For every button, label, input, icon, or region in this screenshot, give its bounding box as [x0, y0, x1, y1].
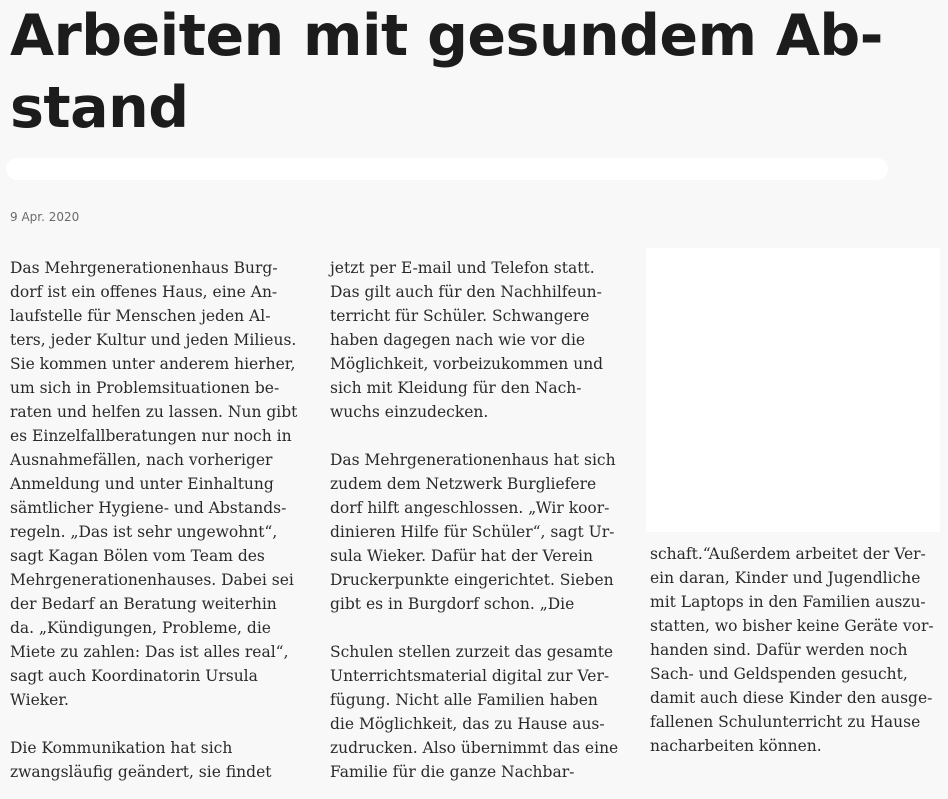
body-text-line: zudem dem Netzwerk Burgliefere [330, 475, 597, 493]
body-text-line: jetzt per E-mail und Telefon statt. [330, 259, 595, 277]
body-text-line: Wieker. [10, 691, 69, 709]
paragraph-gap [330, 424, 618, 448]
body-text-line: fallenen Schulunterricht zu Hause [650, 713, 921, 731]
body-text-line: laufstelle für Menschen jeden Al- [10, 307, 271, 325]
body-text-line: sagt Kagan Bölen vom Team des [10, 547, 265, 565]
body-text-line: da. „Kündigungen, Probleme, die [10, 619, 271, 637]
body-text-line: Möglichkeit, vorbeizukommen und [330, 355, 604, 373]
body-text-line: dinieren Hilfe für Schüler“, sagt Ur- [330, 523, 615, 541]
body-text-line: Die Kommunikation hat sich [10, 739, 233, 757]
article-column-2 [330, 256, 618, 784]
headline-line: Arbeiten mit gesundem Ab- [10, 3, 883, 69]
body-text-line: dorf ist ein offenes Haus, eine An- [10, 283, 278, 301]
body-text-line: handen sind. Dafür werden noch [650, 641, 908, 659]
body-text-line: Mehrgenerationenhauses. Dabei sei [10, 571, 294, 589]
body-text-line: ters, jeder Kultur und jeden Milieus. [10, 331, 297, 349]
article-column-3 [650, 542, 934, 758]
body-text-line: zudrucken. Also übernimmt das eine [330, 739, 619, 757]
body-text-line: es Einzelfallberatungen nur noch in [10, 427, 292, 445]
body-text-line: haben dagegen nach wie vor die [330, 331, 586, 349]
body-text-line: Das Mehrgenerationenhaus hat sich [330, 451, 616, 469]
body-text-line: Miete zu zahlen: Das ist alles real“, [10, 643, 289, 661]
body-text-line: wuchs einzudecken. [330, 403, 489, 421]
body-text-line: dorf hilft angeschlossen. „Wir koor- [330, 499, 610, 517]
body-text-line: der Bedarf an Beratung weiterhin [10, 595, 277, 613]
article-image-placeholder [646, 248, 940, 532]
body-text-line: Druckerpunkte eingerichtet. Sieben [330, 571, 614, 589]
body-text-line: um sich in Problemsituationen be- [10, 379, 280, 397]
body-text-line: gibt es in Burgdorf schon. „Die [330, 595, 575, 613]
body-text-line: Ausnahmefällen, nach vorheriger [10, 451, 273, 469]
paragraph-gap [10, 712, 297, 736]
header-divider-band [6, 158, 888, 180]
article-headline [10, 0, 910, 144]
body-text-line: regeln. „Das ist sehr ungewohnt“, [10, 523, 278, 541]
body-text-line: Familie für die ganze Nachbar- [330, 763, 575, 781]
body-text-line: Sach- und Geldspenden gesucht, [650, 665, 908, 683]
body-text-line: Unterrichtsmaterial digital zur Ver- [330, 667, 610, 685]
article-column-1 [10, 256, 297, 784]
body-text-line: nacharbeiten können. [650, 737, 822, 755]
body-text-line: sich mit Kleidung für den Nach- [330, 379, 582, 397]
body-text-line: Schulen stellen zurzeit das gesamte [330, 643, 614, 661]
body-text-line: sula Wieker. Dafür hat der Verein [330, 547, 593, 565]
body-text-line: raten und helfen zu lassen. Nun gibt [10, 403, 298, 421]
body-text-line: Sie kommen unter anderem hierher, [10, 355, 296, 373]
body-text-line: schaft.“Außerdem arbeitet der Ver- [650, 545, 926, 563]
body-text-line: ein daran, Kinder und Jugendliche [650, 569, 921, 587]
body-text-line: damit auch diese Kinder den ausge- [650, 689, 933, 707]
body-text-line: statten, wo bisher keine Geräte vor- [650, 617, 934, 635]
body-text-line: terricht für Schüler. Schwangere [330, 307, 590, 325]
paragraph-gap [330, 616, 618, 640]
body-text-line: Das gilt auch für den Nachhilfeun- [330, 283, 602, 301]
body-text-line: Anmeldung und unter Einhaltung [10, 475, 274, 493]
body-text-line: sämtlicher Hygiene- und Abstands- [10, 499, 287, 517]
body-text-line: mit Laptops in den Familien auszu- [650, 593, 926, 611]
body-text-line: fügung. Nicht alle Familien haben [330, 691, 598, 709]
body-text-line: sagt auch Koordinatorin Ursula [10, 667, 258, 685]
headline-line: stand [10, 75, 189, 141]
body-text-line: Das Mehrgenerationenhaus Burg- [10, 259, 278, 277]
body-text-line: zwangsläufig geändert, sie findet [10, 763, 272, 781]
article-date: 9 Apr. 2020 [10, 210, 80, 224]
body-text-line: die Möglichkeit, das zu Hause aus- [330, 715, 605, 733]
